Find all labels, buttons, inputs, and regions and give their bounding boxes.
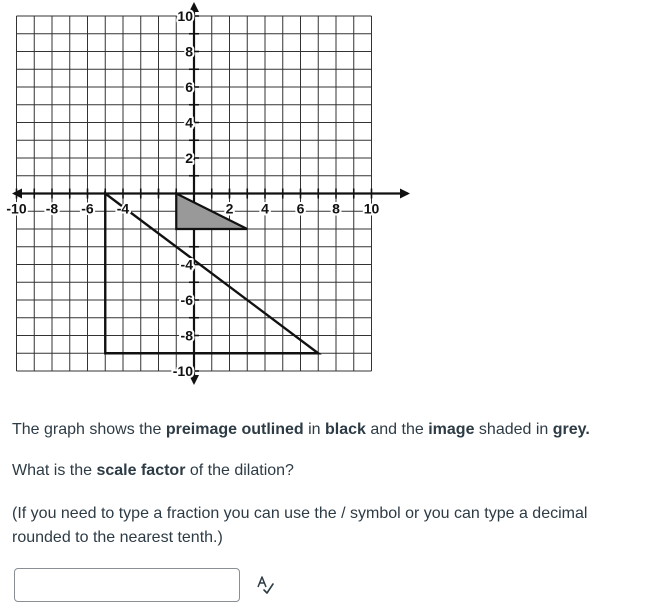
question-statement: The graph shows the preimage outlined in black and the image shaded in grey. (12, 421, 590, 438)
tick-label: -4 (180, 256, 193, 273)
spellcheck-icon[interactable] (255, 575, 275, 595)
tick-label: -8 (45, 200, 59, 217)
tick-label: -10 (172, 363, 193, 379)
question-prompt: What is the scale factor of the dilation? (12, 462, 294, 479)
tick-label: 4 (261, 200, 269, 217)
tick-label: 10 (177, 8, 193, 24)
tick-label: 8 (332, 200, 340, 217)
tick-label: -6 (81, 200, 94, 217)
question-hint: (If you need to type a fraction you can use the / symbol or you can type a decimal rounded to the nearest tenth.) (12, 505, 588, 546)
tick-label: 4 (185, 114, 193, 131)
tick-label: -10 (6, 200, 27, 217)
tick-label: -4 (116, 200, 130, 217)
answer-input[interactable] (14, 568, 240, 602)
tick-label: 6 (185, 79, 193, 95)
x-axis-arrow-right (400, 189, 410, 199)
tick-label: 2 (225, 200, 234, 217)
tick-label: 6 (296, 200, 305, 217)
tick-label: -8 (180, 327, 193, 344)
tick-label: 10 (363, 200, 380, 217)
coordinate-graph (0, 0, 420, 385)
tick-label: 2 (185, 150, 193, 166)
tick-label: 8 (185, 43, 193, 60)
tick-label: -6 (180, 292, 193, 308)
axes (12, 2, 410, 385)
